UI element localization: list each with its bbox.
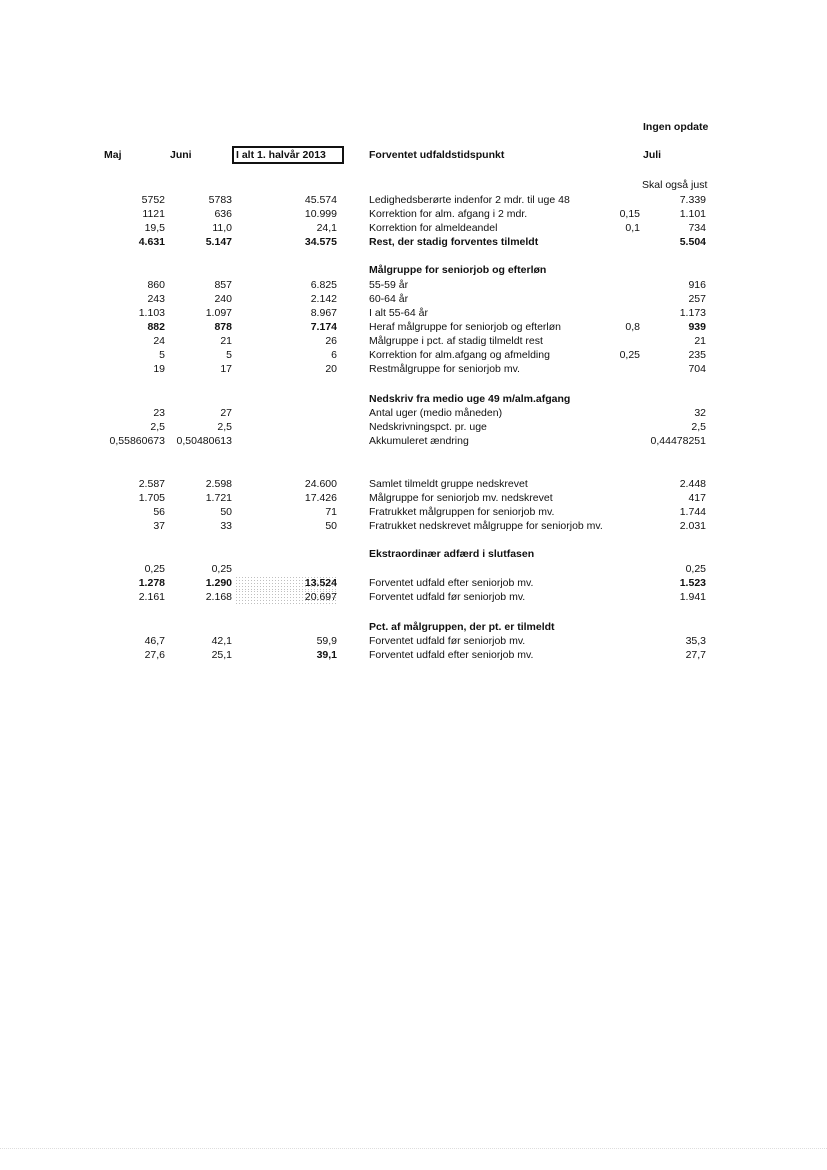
cell-juli: 27,7 <box>685 649 706 661</box>
cell-juni: 0,50480613 <box>176 435 232 447</box>
cell-juni: 11,0 <box>212 222 232 234</box>
section-heading-row <box>0 620 827 634</box>
table-row <box>0 477 827 491</box>
cell-juni: 2,5 <box>217 421 232 433</box>
cell-maj: 860 <box>147 279 165 291</box>
cell-juli: 235 <box>688 349 706 361</box>
cell-total: 17.426 <box>304 492 337 504</box>
table-row <box>0 406 827 420</box>
cell-juni: 5783 <box>208 194 232 206</box>
cell-maj: 19,5 <box>144 222 165 234</box>
table-row <box>0 590 827 604</box>
row-label: Forventet udfald før seniorjob mv. <box>369 591 526 603</box>
page-bottom-line <box>0 1148 827 1149</box>
row-label: Målgruppe i pct. af stadig tilmeldt rest <box>369 335 543 347</box>
cell-juni: 1.290 <box>205 577 232 589</box>
cell-total: 59,9 <box>316 635 337 647</box>
cell-juni: 1.721 <box>205 492 232 504</box>
cell-juni: 878 <box>214 321 232 333</box>
cell-maj: 24 <box>153 335 165 347</box>
cell-juni: 2.598 <box>205 478 232 490</box>
cell-total: 39,1 <box>316 649 337 661</box>
table-row <box>0 278 827 292</box>
row-label: Forventet udfald før seniorjob mv. <box>369 635 526 647</box>
cell-maj: 4.631 <box>138 236 165 248</box>
cell-maj: 1121 <box>142 208 165 220</box>
table-row <box>0 634 827 648</box>
cell-total: 50 <box>325 520 337 532</box>
section-heading: Pct. af målgruppen, der pt. er tilmeldt <box>369 621 555 633</box>
cell-juli: 7.339 <box>679 194 706 206</box>
cell-maj: 1.103 <box>138 307 165 319</box>
cell-maj: 882 <box>147 321 165 333</box>
table-row <box>0 348 827 362</box>
table-row <box>0 306 827 320</box>
cell-juli: 1.941 <box>679 591 706 603</box>
cell-juli: 32 <box>694 407 706 419</box>
section-heading: Målgruppe for seniorjob og efterløn <box>369 264 547 276</box>
row-label: Forventet udfald efter seniorjob mv. <box>369 577 534 589</box>
table-row <box>0 562 827 576</box>
cell-juli: 35,3 <box>685 635 706 647</box>
section-heading-row <box>0 547 827 561</box>
cell-maj: 243 <box>147 293 165 305</box>
header-maj: Maj <box>104 149 122 161</box>
table-row <box>0 362 827 376</box>
cell-maj: 19 <box>153 363 165 375</box>
row-label: Ledighedsberørte indenfor 2 mdr. til uge 48 <box>369 194 570 206</box>
table-row <box>0 207 827 221</box>
cell-total: 8.967 <box>310 307 337 319</box>
cell-juli: 0,25 <box>685 563 706 575</box>
cell-maj: 46,7 <box>144 635 165 647</box>
cell-maj: 0,25 <box>144 563 165 575</box>
table-row <box>0 334 827 348</box>
cell-total: 6.825 <box>310 279 337 291</box>
row-label: I alt 55-64 år <box>369 307 428 319</box>
cell-total: 71 <box>325 506 337 518</box>
cell-total: 20 <box>325 363 337 375</box>
row-label: 60-64 år <box>369 293 409 305</box>
cell-juni: 1.097 <box>205 307 232 319</box>
cell-factor: 0,8 <box>625 321 640 333</box>
table-row <box>0 320 827 334</box>
row-label: Restmålgruppe for seniorjob mv. <box>369 363 520 375</box>
section-heading: Ekstraordinær adfærd i slutfasen <box>369 548 535 560</box>
table-row <box>0 420 827 434</box>
header-juni: Juni <box>170 149 192 161</box>
cell-juli: 704 <box>688 363 706 375</box>
table-row <box>0 648 827 662</box>
cell-juni: 17 <box>220 363 232 375</box>
section-heading-row <box>0 263 827 277</box>
row-label: Akkumuleret ændring <box>369 435 469 447</box>
row-label: Korrektion for almeldeandel <box>369 222 498 234</box>
row-label: 55-59 år <box>369 279 409 291</box>
cell-total: 6 <box>331 349 337 361</box>
cell-juli: 734 <box>688 222 706 234</box>
cell-maj: 2.161 <box>138 591 165 603</box>
cell-juli: 0,44478251 <box>650 435 706 447</box>
cell-factor: 0,25 <box>619 349 640 361</box>
cell-juni: 33 <box>220 520 232 532</box>
table-row <box>0 576 827 590</box>
table-row <box>0 235 827 249</box>
row-label: Nedskrivningspct. pr. uge <box>369 421 487 433</box>
cell-juli: 2,5 <box>691 421 706 433</box>
cell-factor: 0,1 <box>625 222 640 234</box>
row-label: Korrektion for alm. afgang i 2 mdr. <box>369 208 528 220</box>
cell-juni: 42,1 <box>211 635 232 647</box>
cell-maj: 37 <box>153 520 165 532</box>
row-label: Rest, der stadig forventes tilmeldt <box>369 236 539 248</box>
cell-juni: 240 <box>214 293 232 305</box>
row-label: Samlet tilmeldt gruppe nedskrevet <box>369 478 528 490</box>
cell-maj: 5 <box>159 349 165 361</box>
cell-juli: 1.173 <box>679 307 706 319</box>
row-label: Antal uger (medio måneden) <box>369 407 503 419</box>
table-row <box>0 519 827 533</box>
section-heading-row <box>0 392 827 406</box>
table-row <box>0 221 827 235</box>
row-label: Korrektion for alm.afgang og afmelding <box>369 349 550 361</box>
cell-juni: 636 <box>214 208 232 220</box>
cell-maj: 2.587 <box>138 478 165 490</box>
cell-juli: 1.101 <box>679 208 706 220</box>
cell-juni: 5.147 <box>205 236 232 248</box>
cell-juni: 21 <box>220 335 232 347</box>
cell-total: 45.574 <box>304 194 337 206</box>
cell-juli: 5.504 <box>679 236 706 248</box>
cell-juli: 916 <box>688 279 706 291</box>
row-label: Heraf målgruppe for seniorjob og efterløn <box>369 321 562 333</box>
cell-total: 7.174 <box>310 321 337 333</box>
header-juli: Juli <box>643 149 662 161</box>
cell-total: 20.697 <box>235 590 337 604</box>
cell-juli: 2.031 <box>679 520 706 532</box>
cell-juli: 257 <box>688 293 706 305</box>
cell-juli: 1.744 <box>679 506 706 518</box>
cell-juli: 1.523 <box>679 577 706 589</box>
cell-juni: 27 <box>220 407 232 419</box>
cell-juni: 2.168 <box>205 591 232 603</box>
row-label: Forventet udfald efter seniorjob mv. <box>369 649 534 661</box>
cell-maj: 5752 <box>141 194 165 206</box>
cell-juli: 2.448 <box>679 478 706 490</box>
cell-total: 10.999 <box>304 208 337 220</box>
cell-maj: 1.705 <box>138 492 165 504</box>
header-halvaar: I alt 1. halvår 2013 <box>232 146 344 164</box>
cell-total: 24.600 <box>304 478 337 490</box>
cell-juli: 417 <box>688 492 706 504</box>
table-row <box>0 505 827 519</box>
cell-total: 13.524 <box>235 576 337 590</box>
cell-maj: 2,5 <box>150 421 165 433</box>
row-label: Fratrukket målgruppen for seniorjob mv. <box>369 506 555 518</box>
section-heading: Nedskriv fra medio uge 49 m/alm.afgang <box>369 393 571 405</box>
cell-total: 34.575 <box>304 236 337 248</box>
cell-maj: 23 <box>153 407 165 419</box>
cell-maj: 27,6 <box>144 649 165 661</box>
cell-maj: 1.278 <box>138 577 165 589</box>
cell-maj: 0,55860673 <box>109 435 165 447</box>
table-row <box>0 292 827 306</box>
cell-total: 2.142 <box>310 293 337 305</box>
cell-juli: 939 <box>688 321 706 333</box>
row-label: Målgruppe for seniorjob mv. nedskrevet <box>369 492 553 504</box>
cell-juni: 0,25 <box>211 563 232 575</box>
table-row <box>0 434 827 448</box>
sub-note: Skal også just <box>642 179 708 191</box>
table-row <box>0 193 827 207</box>
cell-juni: 5 <box>226 349 232 361</box>
cell-maj: 56 <box>153 506 165 518</box>
cell-total: 26 <box>325 335 337 347</box>
cell-juni: 25,1 <box>211 649 232 661</box>
row-label: Fratrukket nedskrevet målgruppe for seniorjob mv. <box>369 520 603 532</box>
cell-juni: 857 <box>214 279 232 291</box>
table-row <box>0 491 827 505</box>
cell-total: 24,1 <box>316 222 337 234</box>
header-forventet: Forventet udfaldstidspunkt <box>369 149 505 161</box>
cell-juli: 21 <box>694 335 706 347</box>
top-right-note: Ingen opdate <box>643 121 709 133</box>
cell-juni: 50 <box>220 506 232 518</box>
cell-factor: 0,15 <box>619 208 640 220</box>
